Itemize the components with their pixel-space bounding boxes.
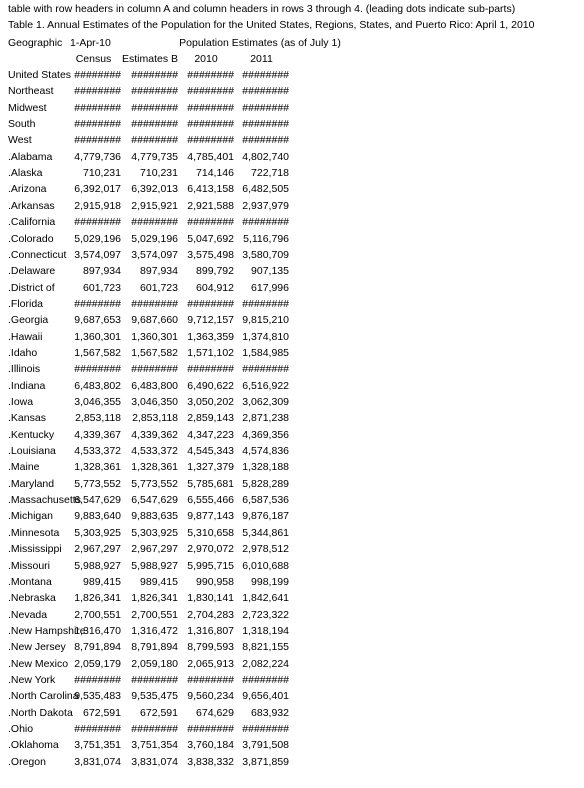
value-cell: 5,303,925 [131, 526, 178, 539]
value-cell: ######## [187, 216, 234, 229]
value-cell: 8,791,894 [74, 641, 121, 654]
table-row [0, 345, 584, 361]
value-cell: 9,712,157 [187, 314, 234, 327]
value-cell: 3,838,332 [187, 755, 234, 768]
value-cell: 897,934 [83, 265, 121, 278]
value-cell: 899,792 [196, 265, 234, 278]
value-cell: ######## [242, 118, 289, 131]
value-cell: 2,065,913 [187, 657, 234, 670]
row-header: .Florida [8, 297, 44, 310]
value-cell: 5,988,927 [74, 559, 121, 572]
table-row [0, 656, 584, 672]
value-cell: 5,047,692 [187, 232, 234, 245]
value-cell: 2,700,551 [74, 608, 121, 621]
value-cell: 9,877,143 [187, 510, 234, 523]
value-cell: 2,059,180 [131, 657, 178, 670]
value-cell: 3,791,508 [242, 739, 289, 752]
row-header: .Kentucky [8, 428, 55, 441]
value-cell: 1,318,194 [242, 624, 289, 637]
value-cell: 6,482,505 [242, 183, 289, 196]
row-header: .Delaware [8, 265, 56, 278]
table-row [0, 590, 584, 606]
value-cell: ######## [187, 363, 234, 376]
row-header: .New Hampshire [8, 624, 86, 637]
table-row [0, 607, 584, 623]
table-row [0, 410, 584, 426]
value-cell: 897,934 [140, 265, 178, 278]
value-cell: 6,413,158 [187, 183, 234, 196]
value-cell: 9,687,660 [131, 314, 178, 327]
value-cell: 2,915,921 [131, 199, 178, 212]
value-cell: 5,773,552 [74, 477, 121, 490]
value-cell: ######## [74, 134, 121, 147]
table-row [0, 378, 584, 394]
table-row [0, 263, 584, 279]
value-cell: 601,723 [140, 281, 178, 294]
row-header: .Arkansas [8, 199, 55, 212]
value-cell: 2,723,322 [242, 608, 289, 621]
value-cell: 5,828,289 [242, 477, 289, 490]
value-cell: 5,344,861 [242, 526, 289, 539]
value-cell: 1,360,301 [74, 330, 121, 343]
value-cell: ######## [74, 297, 121, 310]
value-cell: 6,483,802 [74, 379, 121, 392]
value-cell: 8,799,593 [187, 641, 234, 654]
value-cell: 5,988,927 [131, 559, 178, 572]
value-cell: ######## [74, 723, 121, 735]
value-cell: 714,146 [196, 167, 234, 180]
table-row [0, 492, 584, 508]
table-row [0, 247, 584, 263]
value-cell: ######## [74, 216, 121, 229]
table-row [0, 525, 584, 541]
value-cell: 1,571,102 [187, 346, 234, 359]
value-cell: ######## [242, 85, 289, 98]
row-header: .Ohio [8, 723, 34, 735]
value-cell: 3,831,074 [131, 755, 178, 768]
value-cell: 3,871,859 [242, 755, 289, 768]
table-row [0, 181, 584, 197]
estimates-base-header: Estimates B [122, 53, 179, 65]
value-cell: 674,629 [196, 706, 234, 719]
value-cell: 2,059,179 [74, 657, 121, 670]
value-cell: ######## [242, 723, 289, 735]
row-header: .Missouri [8, 559, 51, 572]
value-cell: 617,996 [251, 281, 289, 294]
value-cell: 710,231 [83, 167, 121, 180]
value-cell: ######## [74, 85, 121, 98]
value-cell: 3,751,351 [74, 739, 121, 752]
row-header: .Arizona [8, 183, 47, 196]
census-header: Census [75, 53, 112, 65]
table-row [0, 721, 584, 737]
value-cell: 9,535,483 [74, 690, 121, 703]
value-cell: 4,785,401 [187, 150, 234, 163]
value-cell: 9,883,640 [74, 510, 121, 523]
value-cell: 1,374,810 [242, 330, 289, 343]
row-header: .New York [8, 673, 56, 686]
value-cell: 9,560,234 [187, 690, 234, 703]
table-row [0, 100, 584, 116]
row-header: .New Jersey [8, 641, 66, 654]
value-cell: ######## [74, 363, 121, 376]
table-row [0, 623, 584, 639]
value-cell: 683,932 [251, 706, 289, 719]
table-row [0, 476, 584, 492]
value-cell: 1,327,379 [187, 461, 234, 474]
value-cell: 6,587,536 [242, 494, 289, 507]
value-cell: ######## [74, 673, 121, 686]
row-header: .Michigan [8, 510, 53, 523]
row-header: West [8, 134, 32, 147]
value-cell: ######## [242, 673, 289, 686]
table-row [0, 754, 584, 770]
value-cell: 2,853,118 [75, 412, 121, 425]
census-date-header: 1-Apr-10 [70, 37, 111, 49]
value-cell: 2,978,512 [242, 543, 289, 556]
value-cell: 2,967,297 [74, 543, 121, 556]
value-cell: 989,415 [140, 575, 178, 588]
value-cell: 3,050,202 [187, 396, 234, 408]
value-cell: 3,062,309 [242, 396, 289, 408]
value-cell: 1,360,301 [131, 330, 178, 343]
row-header: .Maryland [8, 477, 55, 490]
row-header: .Louisiana [8, 445, 56, 458]
row-header: .Oregon [8, 755, 46, 768]
value-cell: 4,339,367 [74, 428, 121, 441]
value-cell: ######## [131, 723, 178, 735]
value-cell: 6,392,017 [74, 183, 121, 196]
row-header: .Minnesota [8, 526, 60, 539]
row-header: .Iowa [8, 396, 34, 408]
value-cell: ######## [131, 134, 178, 147]
value-cell: 5,310,658 [187, 526, 234, 539]
value-cell: 1,584,985 [242, 346, 289, 359]
value-cell: ######## [187, 69, 234, 81]
table-row [0, 541, 584, 557]
value-cell: 1,826,341 [131, 592, 178, 605]
value-cell: 4,369,356 [242, 428, 289, 441]
value-cell: 5,773,552 [131, 477, 178, 490]
value-cell: 2,967,297 [131, 543, 178, 556]
value-cell: 1,830,141 [187, 592, 234, 605]
row-header: .North Dakota [8, 706, 73, 719]
value-cell: 6,483,800 [131, 379, 178, 392]
value-cell: 6,547,629 [131, 494, 178, 507]
table-row [0, 427, 584, 443]
table-row [0, 280, 584, 296]
value-cell: 6,547,629 [74, 494, 121, 507]
row-header: .Hawaii [8, 330, 43, 343]
table-row [0, 459, 584, 475]
value-cell: 5,116,796 [243, 232, 289, 245]
table-row [0, 67, 584, 83]
value-cell: 1,363,359 [187, 330, 234, 343]
value-cell: 1,567,582 [74, 346, 121, 359]
value-cell: 5,785,681 [187, 477, 234, 490]
table-row [0, 508, 584, 524]
value-cell: 4,574,836 [242, 445, 289, 458]
value-cell: 4,339,362 [131, 428, 178, 441]
table-row [0, 705, 584, 721]
value-cell: ######## [242, 363, 289, 376]
row-header: .Montana [8, 575, 52, 588]
value-cell: 2,871,238 [242, 412, 289, 425]
value-cell: 3,760,184 [187, 739, 234, 752]
population-estimates-header: Population Estimates (as of July 1) [179, 37, 341, 49]
row-header: .California [8, 216, 56, 229]
value-cell: ######## [187, 101, 234, 114]
table-row [0, 737, 584, 753]
value-cell: 4,533,372 [131, 445, 178, 458]
value-cell: 9,687,653 [74, 314, 121, 327]
value-cell: 4,802,740 [242, 150, 289, 163]
value-cell: 3,046,350 [131, 396, 178, 408]
table-title: Table 1. Annual Estimates of the Population for the United States, Regions, States, and Puerto Rico: April 1, 2010 [8, 19, 535, 31]
row-header: South [8, 118, 36, 131]
row-header: .Alaska [8, 167, 43, 180]
table-row [0, 558, 584, 574]
table-row [0, 672, 584, 688]
value-cell: ######## [131, 673, 178, 686]
year-2010-header: 2010 [194, 53, 218, 65]
value-cell: 6,490,622 [187, 379, 234, 392]
row-header: .Mississippi [8, 543, 62, 556]
value-cell: 1,328,361 [131, 461, 178, 474]
value-cell: 1,328,188 [242, 461, 289, 474]
value-cell: 5,995,715 [187, 559, 234, 572]
table-row [0, 132, 584, 148]
value-cell: 8,791,894 [131, 641, 178, 654]
value-cell: 4,347,223 [187, 428, 234, 441]
value-cell: ######## [242, 69, 289, 81]
row-header: .Alabama [8, 150, 53, 163]
value-cell: 990,958 [196, 575, 234, 588]
row-header: .Indiana [8, 379, 46, 392]
row-header: .Georgia [8, 314, 49, 327]
value-cell: 998,199 [251, 575, 289, 588]
value-cell: ######## [187, 723, 234, 735]
value-cell: ######## [242, 134, 289, 147]
value-cell: 4,779,735 [131, 150, 178, 163]
row-header: .Colorado [8, 232, 54, 245]
table-row [0, 83, 584, 99]
value-cell: 5,303,925 [74, 526, 121, 539]
value-cell: 604,912 [196, 281, 234, 294]
value-cell: 2,082,224 [242, 657, 289, 670]
value-cell: 1,316,472 [131, 624, 178, 637]
value-cell: ######## [187, 673, 234, 686]
value-cell: 3,575,498 [187, 248, 234, 261]
value-cell: 9,815,210 [242, 314, 289, 327]
value-cell: ######## [131, 101, 178, 114]
table-row [0, 574, 584, 590]
value-cell: 6,010,688 [242, 559, 289, 572]
row-header: .Idaho [8, 346, 38, 359]
row-header: .Massachusetts [8, 494, 81, 507]
value-cell: ######## [131, 69, 178, 81]
table-row [0, 214, 584, 230]
sheet-note: table with row headers in column A and column headers in rows 3 through 4. (leading dots indicate sub-parts) [8, 3, 516, 15]
value-cell: 1,842,641 [242, 592, 289, 605]
row-header: United States [8, 69, 72, 81]
value-cell: ######## [187, 85, 234, 98]
value-cell: 3,751,354 [131, 739, 178, 752]
value-cell: ######## [131, 85, 178, 98]
value-cell: 3,574,097 [131, 248, 178, 261]
value-cell: ######## [131, 363, 178, 376]
value-cell: 3,046,355 [74, 396, 121, 408]
table-row [0, 394, 584, 410]
table-row [0, 116, 584, 132]
value-cell: 3,574,097 [74, 248, 121, 261]
value-cell: 989,415 [83, 575, 121, 588]
table-row [0, 312, 584, 328]
table-row [0, 639, 584, 655]
value-cell: 9,656,401 [242, 690, 289, 703]
value-cell: 1,316,470 [74, 624, 121, 637]
row-header: .District of [8, 281, 55, 294]
value-cell: 6,555,466 [187, 494, 234, 507]
table-row [0, 443, 584, 459]
value-cell: 3,831,074 [74, 755, 121, 768]
value-cell: 710,231 [140, 167, 178, 180]
value-cell: 2,704,283 [187, 608, 234, 621]
row-header: .Kansas [8, 412, 46, 425]
value-cell: 5,029,196 [131, 232, 178, 245]
value-cell: ######## [187, 297, 234, 310]
row-header: .Illinois [8, 363, 41, 376]
value-cell: 5,029,196 [74, 232, 121, 245]
value-cell: ######## [74, 118, 121, 131]
value-cell: ######## [131, 297, 178, 310]
value-cell: 722,718 [251, 167, 289, 180]
value-cell: ######## [131, 216, 178, 229]
header-row-2 [0, 51, 584, 67]
value-cell: 9,876,187 [242, 510, 289, 523]
value-cell: 9,883,635 [131, 510, 178, 523]
value-cell: 2,937,979 [242, 199, 289, 212]
value-cell: 2,853,118 [132, 412, 178, 425]
geography-header: Geographic [8, 37, 63, 49]
row-header: Midwest [8, 101, 47, 114]
value-cell: 9,535,475 [131, 690, 178, 703]
value-cell: 1,567,582 [131, 346, 178, 359]
table-row [0, 165, 584, 181]
value-cell: ######## [242, 216, 289, 229]
row-header: .Maine [8, 461, 40, 474]
value-cell: 6,516,922 [242, 379, 289, 392]
value-cell: ######## [131, 118, 178, 131]
value-cell: 3,580,709 [242, 248, 289, 261]
value-cell: ######## [242, 297, 289, 310]
value-cell: 1,826,341 [74, 592, 121, 605]
row-header: .Oklahoma [8, 739, 59, 752]
row-header: Northeast [8, 85, 54, 98]
value-cell: 2,700,551 [131, 608, 178, 621]
row-header: .Nebraska [8, 592, 56, 605]
value-cell: ######## [187, 134, 234, 147]
value-cell: ######## [74, 101, 121, 114]
value-cell: 2,921,588 [187, 199, 234, 212]
value-cell: 4,533,372 [74, 445, 121, 458]
value-cell: ######## [74, 69, 121, 81]
value-cell: ######## [187, 118, 234, 131]
table-row [0, 329, 584, 345]
value-cell: 601,723 [83, 281, 121, 294]
value-cell: 6,392,013 [131, 183, 178, 196]
value-cell: ######## [242, 101, 289, 114]
row-header: .New Mexico [8, 657, 69, 670]
value-cell: 1,328,361 [74, 461, 121, 474]
value-cell: 2,970,072 [187, 543, 234, 556]
year-2011-header: 2011 [250, 53, 273, 65]
row-header: .North Carolina [8, 690, 79, 703]
row-header: .Connecticut [8, 248, 67, 261]
value-cell: 672,591 [140, 706, 178, 719]
table-row [0, 296, 584, 312]
table-row [0, 231, 584, 247]
value-cell: 8,821,155 [242, 641, 289, 654]
table-row [0, 688, 584, 704]
value-cell: 907,135 [251, 265, 289, 278]
value-cell: 1,316,807 [187, 624, 234, 637]
table-row [0, 198, 584, 214]
header-row-1 [0, 35, 584, 51]
value-cell: 4,545,343 [187, 445, 234, 458]
row-header: .Nevada [8, 608, 48, 621]
value-cell: 2,859,143 [187, 412, 234, 425]
table-row [0, 149, 584, 165]
value-cell: 672,591 [83, 706, 121, 719]
value-cell: 2,915,918 [74, 199, 121, 212]
table-row [0, 361, 584, 377]
value-cell: 4,779,736 [74, 150, 121, 163]
